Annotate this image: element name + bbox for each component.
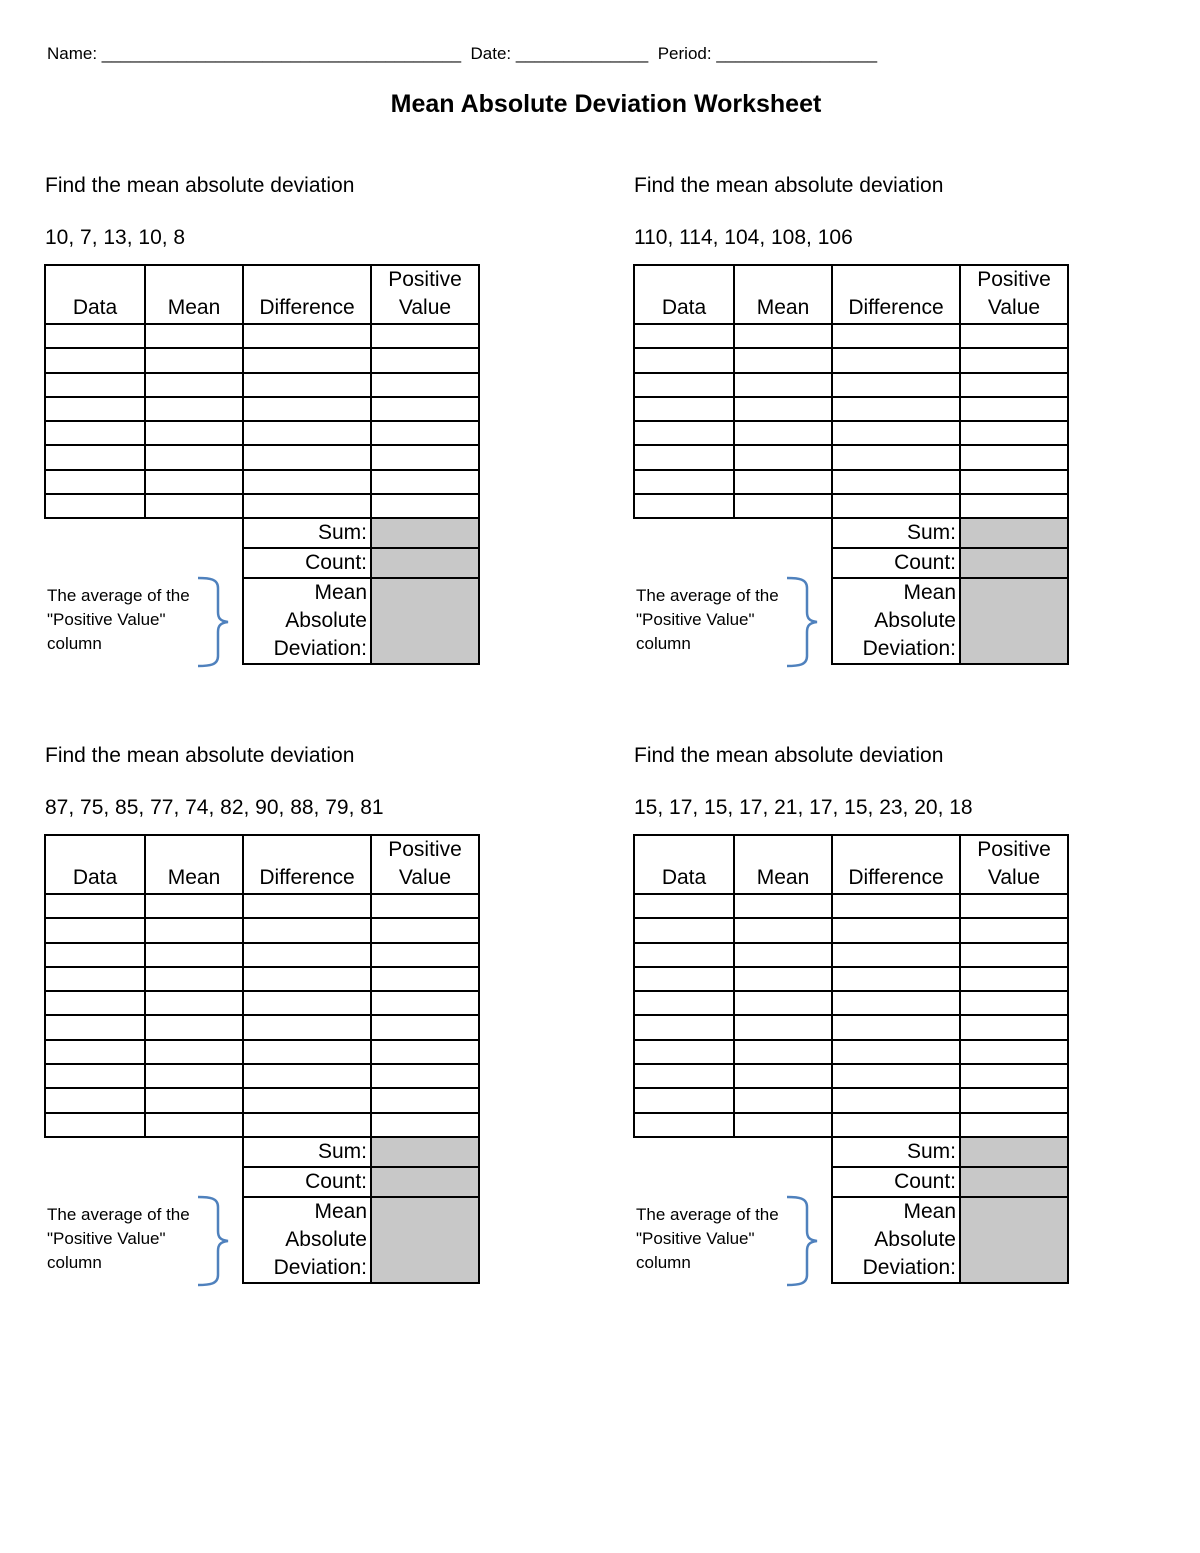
table-row [634, 421, 1068, 445]
period-label: Period: [648, 44, 717, 63]
table-row [45, 1088, 479, 1112]
table-row [634, 1064, 1068, 1088]
spacer [45, 548, 243, 578]
table-row [45, 918, 479, 942]
header-positive-line2: Value [987, 296, 1041, 319]
difference-cell[interactable] [832, 991, 960, 1015]
mad-label [243, 578, 371, 664]
note-line1: The average of the [636, 586, 779, 606]
mad-note [636, 1203, 779, 1275]
difference-cell[interactable] [243, 324, 371, 348]
mean-cell[interactable] [145, 1015, 243, 1039]
count-label: Count: [832, 1167, 960, 1197]
header-difference: Difference [832, 265, 960, 324]
data-cell[interactable] [634, 421, 734, 445]
sum-label: Sum: [832, 518, 960, 548]
mean-cell[interactable] [734, 494, 832, 518]
mean-cell[interactable] [145, 1113, 243, 1137]
sum-row [45, 1137, 479, 1167]
problem-data-set: 15, 17, 15, 17, 21, 17, 15, 23, 20, 18 [634, 796, 973, 819]
note-line3: column [47, 1252, 102, 1272]
count-answer-cell[interactable] [371, 548, 479, 578]
data-cell[interactable] [45, 967, 145, 991]
mean-cell[interactable] [734, 894, 832, 918]
positive-value-cell[interactable] [960, 1088, 1068, 1112]
positive-value-cell[interactable] [371, 1113, 479, 1137]
difference-cell[interactable] [832, 421, 960, 445]
mad-answer-cell[interactable] [960, 1197, 1068, 1283]
mean-cell[interactable] [145, 1088, 243, 1112]
table-row [45, 991, 479, 1015]
difference-cell[interactable] [243, 1015, 371, 1039]
header-data: Data [634, 265, 734, 324]
mean-cell[interactable] [734, 1015, 832, 1039]
mean-cell[interactable] [145, 943, 243, 967]
positive-value-cell[interactable] [960, 1040, 1068, 1064]
spacer [45, 1167, 243, 1197]
mad-note [636, 584, 779, 656]
table-row [45, 1113, 479, 1137]
table-row [45, 894, 479, 918]
positive-value-cell[interactable] [960, 991, 1068, 1015]
note-line3: column [636, 634, 691, 654]
table-header-row [634, 835, 1068, 894]
spacer [634, 1167, 832, 1197]
mean-cell[interactable] [145, 470, 243, 494]
mean-cell[interactable] [145, 324, 243, 348]
table-row [45, 348, 479, 372]
difference-cell[interactable] [243, 1113, 371, 1137]
positive-value-cell[interactable] [371, 1015, 479, 1039]
header-mean: Mean [734, 265, 832, 324]
table-row [634, 1088, 1068, 1112]
mean-cell[interactable] [145, 373, 243, 397]
table-row [634, 991, 1068, 1015]
mean-cell[interactable] [734, 397, 832, 421]
positive-value-cell[interactable] [960, 421, 1068, 445]
positive-value-cell[interactable] [960, 967, 1068, 991]
mean-cell[interactable] [145, 421, 243, 445]
positive-value-cell[interactable] [371, 373, 479, 397]
data-cell[interactable] [634, 1064, 734, 1088]
data-cell[interactable] [45, 1040, 145, 1064]
data-cell[interactable] [634, 918, 734, 942]
positive-value-cell[interactable] [371, 967, 479, 991]
positive-value-cell[interactable] [960, 1015, 1068, 1039]
positive-value-cell[interactable] [371, 397, 479, 421]
spacer [634, 548, 832, 578]
positive-value-cell[interactable] [960, 943, 1068, 967]
mad-note [47, 584, 190, 656]
mean-cell[interactable] [734, 1040, 832, 1064]
count-row [634, 1167, 1068, 1197]
mean-cell[interactable] [734, 324, 832, 348]
sum-row [634, 518, 1068, 548]
spacer [634, 1137, 832, 1167]
difference-cell[interactable] [243, 1040, 371, 1064]
positive-value-cell[interactable] [371, 894, 479, 918]
data-cell[interactable] [634, 348, 734, 372]
table-row [45, 421, 479, 445]
data-cell[interactable] [45, 397, 145, 421]
mad-note [47, 1203, 190, 1275]
header-positive-line1: Positive [388, 268, 462, 291]
header-positive-value [371, 835, 479, 894]
difference-cell[interactable] [832, 470, 960, 494]
mean-cell[interactable] [734, 918, 832, 942]
mean-cell[interactable] [145, 494, 243, 518]
difference-cell[interactable] [243, 991, 371, 1015]
difference-cell[interactable] [243, 445, 371, 469]
note-line2: "Positive Value" [636, 1228, 755, 1248]
difference-cell[interactable] [832, 967, 960, 991]
problem-data-set: 10, 7, 13, 10, 8 [45, 226, 186, 249]
difference-cell[interactable] [832, 445, 960, 469]
table-header-row [45, 835, 479, 894]
header-data: Data [45, 265, 145, 324]
table-row [634, 373, 1068, 397]
table-row [634, 943, 1068, 967]
table-header-row [634, 265, 1068, 324]
note-line1: The average of the [47, 1204, 190, 1224]
sum-row [634, 1137, 1068, 1167]
table-row [45, 397, 479, 421]
mean-cell[interactable] [145, 348, 243, 372]
count-label: Count: [243, 1167, 371, 1197]
difference-cell[interactable] [243, 1088, 371, 1112]
data-cell[interactable] [634, 324, 734, 348]
table-row [634, 918, 1068, 942]
mean-cell[interactable] [145, 1040, 243, 1064]
difference-cell[interactable] [243, 894, 371, 918]
positive-value-cell[interactable] [960, 1113, 1068, 1137]
note-line1: The average of the [636, 1204, 779, 1224]
header-mean: Mean [145, 265, 243, 324]
mean-cell[interactable] [734, 967, 832, 991]
mean-cell[interactable] [734, 943, 832, 967]
positive-value-cell[interactable] [371, 991, 479, 1015]
header-positive-line2: Value [398, 296, 452, 319]
difference-cell[interactable] [832, 397, 960, 421]
mad-label-line1: Mean [314, 581, 367, 605]
positive-value-cell[interactable] [960, 894, 1068, 918]
table-row [45, 1015, 479, 1039]
difference-cell[interactable] [832, 1113, 960, 1137]
difference-cell[interactable] [832, 494, 960, 518]
positive-value-cell[interactable] [371, 1088, 479, 1112]
count-label: Count: [832, 548, 960, 578]
positive-value-cell[interactable] [371, 348, 479, 372]
data-cell[interactable] [45, 348, 145, 372]
count-row [634, 548, 1068, 578]
difference-cell[interactable] [832, 348, 960, 372]
positive-value-cell[interactable] [960, 1064, 1068, 1088]
mean-cell[interactable] [734, 1064, 832, 1088]
sum-label: Sum: [832, 1137, 960, 1167]
right-brace-icon [785, 576, 821, 668]
data-cell[interactable] [45, 1088, 145, 1112]
mad-label-line2: Absolute [874, 609, 956, 633]
data-cell[interactable] [634, 445, 734, 469]
data-cell[interactable] [634, 1088, 734, 1112]
note-line2: "Positive Value" [636, 610, 755, 630]
mad-label [832, 1197, 960, 1283]
table-row [634, 324, 1068, 348]
mean-cell[interactable] [734, 421, 832, 445]
mad-label-line2: Absolute [285, 1227, 367, 1251]
note-line2: "Positive Value" [47, 610, 166, 630]
data-cell[interactable] [634, 397, 734, 421]
mean-cell[interactable] [734, 445, 832, 469]
sum-row [45, 518, 479, 548]
mad-answer-cell[interactable] [960, 578, 1068, 664]
data-cell[interactable] [45, 1015, 145, 1039]
table-row [45, 1064, 479, 1088]
positive-value-cell[interactable] [371, 445, 479, 469]
data-cell[interactable] [45, 991, 145, 1015]
table-row [634, 470, 1068, 494]
header-data: Data [45, 835, 145, 894]
table-row [45, 445, 479, 469]
name-blank[interactable]: ______________________________________ [101, 44, 462, 63]
difference-cell[interactable] [243, 470, 371, 494]
positive-value-cell[interactable] [371, 470, 479, 494]
date-label: Date: [461, 44, 516, 63]
name-label: Name: [47, 44, 102, 63]
difference-cell[interactable] [243, 348, 371, 372]
difference-cell[interactable] [243, 494, 371, 518]
mad-label-line3: Deviation: [862, 1255, 956, 1279]
page-title: Mean Absolute Deviation Worksheet [390, 90, 822, 118]
data-cell[interactable] [45, 445, 145, 469]
problem-instruction: Find the mean absolute deviation [634, 174, 944, 197]
mad-label-line2: Absolute [874, 1227, 956, 1251]
right-brace-icon [785, 1195, 821, 1287]
table-row [634, 348, 1068, 372]
mad-label-line1: Mean [314, 1199, 367, 1223]
header-mean: Mean [734, 835, 832, 894]
positive-value-cell[interactable] [371, 494, 479, 518]
right-brace-icon [196, 1195, 232, 1287]
table-row [634, 445, 1068, 469]
mean-cell[interactable] [734, 1113, 832, 1137]
positive-value-cell[interactable] [960, 918, 1068, 942]
difference-cell[interactable] [832, 1040, 960, 1064]
difference-cell[interactable] [832, 1064, 960, 1088]
table-row [45, 967, 479, 991]
positive-value-cell[interactable] [960, 445, 1068, 469]
mad-label [832, 578, 960, 664]
difference-cell[interactable] [243, 943, 371, 967]
mean-cell[interactable] [734, 348, 832, 372]
data-cell[interactable] [45, 918, 145, 942]
positive-value-cell[interactable] [960, 470, 1068, 494]
spacer [45, 518, 243, 548]
difference-cell[interactable] [832, 1015, 960, 1039]
table-row [634, 894, 1068, 918]
difference-cell[interactable] [832, 918, 960, 942]
problem-instruction: Find the mean absolute deviation [634, 744, 944, 767]
mean-cell[interactable] [145, 445, 243, 469]
mad-label [243, 1197, 371, 1283]
positive-value-cell[interactable] [371, 324, 479, 348]
sum-answer-cell[interactable] [371, 518, 479, 548]
header-positive-line2: Value [987, 866, 1041, 889]
positive-value-cell[interactable] [371, 1064, 479, 1088]
period-blank[interactable]: _________________ [716, 44, 878, 63]
count-answer-cell[interactable] [960, 548, 1068, 578]
header-positive-value [960, 265, 1068, 324]
date-blank[interactable]: ______________ [515, 44, 649, 63]
sum-answer-cell[interactable] [371, 1137, 479, 1167]
difference-cell[interactable] [832, 373, 960, 397]
table-row [45, 373, 479, 397]
difference-cell[interactable] [243, 967, 371, 991]
data-cell[interactable] [45, 1113, 145, 1137]
data-cell[interactable] [634, 1040, 734, 1064]
student-info-line [47, 44, 877, 64]
difference-cell[interactable] [243, 397, 371, 421]
sum-label: Sum: [243, 518, 371, 548]
data-cell[interactable] [634, 470, 734, 494]
mean-cell[interactable] [734, 991, 832, 1015]
positive-value-cell[interactable] [371, 421, 479, 445]
mean-cell[interactable] [145, 991, 243, 1015]
problem-data-set: 87, 75, 85, 77, 74, 82, 90, 88, 79, 81 [45, 796, 384, 819]
positive-value-cell[interactable] [960, 397, 1068, 421]
data-cell[interactable] [45, 470, 145, 494]
difference-cell[interactable] [243, 421, 371, 445]
header-data: Data [634, 835, 734, 894]
header-positive-line1: Positive [977, 268, 1051, 291]
difference-cell[interactable] [243, 373, 371, 397]
table-row [45, 494, 479, 518]
data-cell[interactable] [634, 991, 734, 1015]
table-row [45, 470, 479, 494]
header-positive-line1: Positive [388, 838, 462, 861]
table-row [634, 1040, 1068, 1064]
header-difference: Difference [243, 265, 371, 324]
mad-label-line3: Deviation: [273, 637, 367, 661]
spacer [634, 518, 832, 548]
table-row [634, 1015, 1068, 1039]
note-line3: column [47, 634, 102, 654]
positive-value-cell[interactable] [371, 1040, 479, 1064]
mad-label-line3: Deviation: [273, 1255, 367, 1279]
sum-label: Sum: [243, 1137, 371, 1167]
header-positive-value [371, 265, 479, 324]
data-cell[interactable] [45, 494, 145, 518]
data-cell[interactable] [634, 373, 734, 397]
mad-label-line1: Mean [903, 1199, 956, 1223]
count-row [45, 1167, 479, 1197]
difference-cell[interactable] [832, 324, 960, 348]
table-row [634, 397, 1068, 421]
data-cell[interactable] [634, 1113, 734, 1137]
mean-cell[interactable] [145, 397, 243, 421]
mad-answer-cell[interactable] [371, 578, 479, 664]
mean-cell[interactable] [145, 918, 243, 942]
mad-answer-cell[interactable] [371, 1197, 479, 1283]
table-row [45, 1040, 479, 1064]
mad-label-line3: Deviation: [862, 637, 956, 661]
note-line2: "Positive Value" [47, 1228, 166, 1248]
positive-value-cell[interactable] [371, 918, 479, 942]
mean-cell[interactable] [145, 967, 243, 991]
difference-cell[interactable] [832, 943, 960, 967]
mad-label-line1: Mean [903, 581, 956, 605]
note-line1: The average of the [47, 586, 190, 606]
header-positive-line2: Value [398, 866, 452, 889]
count-answer-cell[interactable] [960, 1167, 1068, 1197]
table-row [45, 943, 479, 967]
sum-answer-cell[interactable] [960, 518, 1068, 548]
data-cell[interactable] [45, 421, 145, 445]
count-answer-cell[interactable] [371, 1167, 479, 1197]
positive-value-cell[interactable] [371, 943, 479, 967]
data-cell[interactable] [45, 894, 145, 918]
data-cell[interactable] [634, 894, 734, 918]
data-cell[interactable] [45, 943, 145, 967]
difference-cell[interactable] [832, 1088, 960, 1112]
table-row [634, 1113, 1068, 1137]
difference-cell[interactable] [243, 918, 371, 942]
data-cell[interactable] [634, 494, 734, 518]
difference-cell[interactable] [832, 894, 960, 918]
data-cell[interactable] [634, 943, 734, 967]
header-difference: Difference [832, 835, 960, 894]
data-cell[interactable] [45, 324, 145, 348]
problem-instruction: Find the mean absolute deviation [45, 744, 355, 767]
problem-data-set: 110, 114, 104, 108, 106 [634, 226, 853, 249]
mean-cell[interactable] [734, 1088, 832, 1112]
table-row [634, 494, 1068, 518]
count-row [45, 548, 479, 578]
header-difference: Difference [243, 835, 371, 894]
mean-cell[interactable] [145, 894, 243, 918]
data-cell[interactable] [45, 373, 145, 397]
note-line3: column [636, 1252, 691, 1272]
positive-value-cell[interactable] [960, 348, 1068, 372]
header-positive-value [960, 835, 1068, 894]
problem-instruction: Find the mean absolute deviation [45, 174, 355, 197]
data-cell[interactable] [45, 1064, 145, 1088]
header-mean: Mean [145, 835, 243, 894]
mean-cell[interactable] [734, 470, 832, 494]
positive-value-cell[interactable] [960, 324, 1068, 348]
spacer [45, 1137, 243, 1167]
data-cell[interactable] [634, 1015, 734, 1039]
sum-answer-cell[interactable] [960, 1137, 1068, 1167]
header-positive-line1: Positive [977, 838, 1051, 861]
table-row [634, 967, 1068, 991]
positive-value-cell[interactable] [960, 373, 1068, 397]
mean-cell[interactable] [145, 1064, 243, 1088]
positive-value-cell[interactable] [960, 494, 1068, 518]
mad-label-line2: Absolute [285, 609, 367, 633]
data-cell[interactable] [634, 967, 734, 991]
right-brace-icon [196, 576, 232, 668]
difference-cell[interactable] [243, 1064, 371, 1088]
table-header-row [45, 265, 479, 324]
count-label: Count: [243, 548, 371, 578]
table-row [45, 324, 479, 348]
mean-cell[interactable] [734, 373, 832, 397]
